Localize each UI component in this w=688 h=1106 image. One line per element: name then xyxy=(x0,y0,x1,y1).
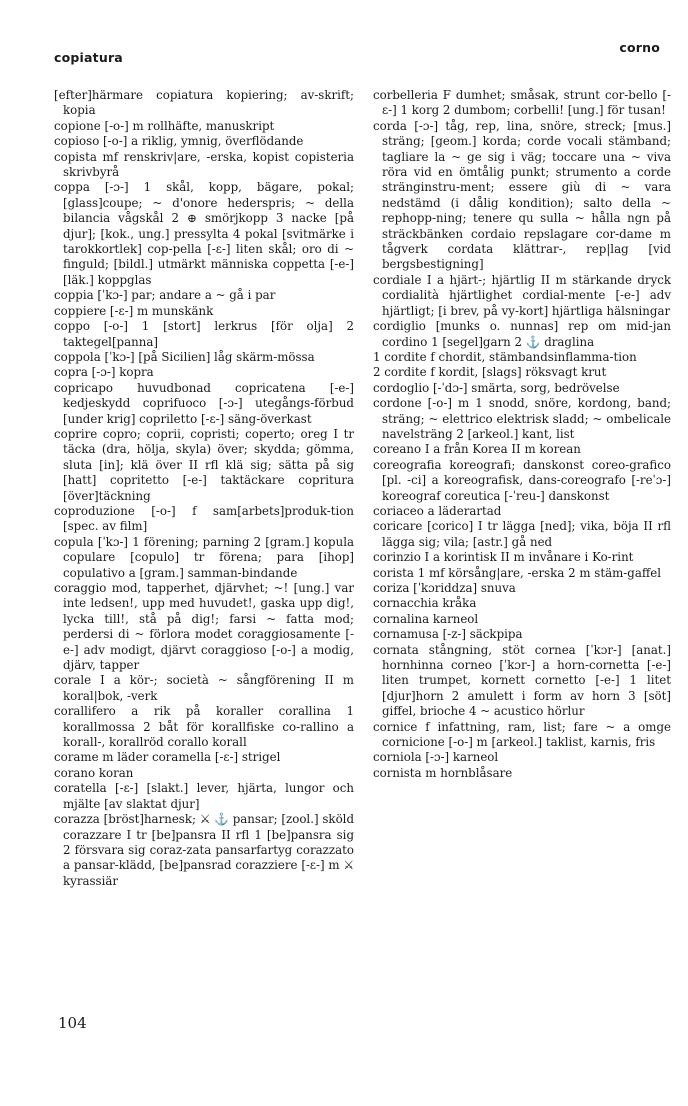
left-guide-word: copiatura xyxy=(54,50,123,65)
dictionary-entry: coppia [ˈkɔ-] par; andare a ~ gå i par xyxy=(54,288,276,303)
dictionary-entry: coraggio mod, tapperhet, djärvhet; ~! [ung.] var inte ledsen!, upp med huvudet!, gaska upp dig!, lycka till!, stå på dig!; farsi ~ fatta mod; perdersi di ~ förlora modet coraggiosamente [-e-] adv modigt, djärvt coraggioso [-o-] a modig, djärv, tapper xyxy=(54,581,354,673)
dictionary-entry: corale I a kör-; società ~ sångförening II m koral|bok, -verk xyxy=(54,673,354,703)
dictionary-entry: coricare [corico] I tr lägga [ned]; vika, böja II rfl lägga sig; vila; [astr.] gå ned xyxy=(373,519,671,549)
right-guide-word: corno xyxy=(619,40,660,55)
dictionary-entry: cordiale I a hjärt-; hjärtlig II m stärkande dryck cordialità hjärtlighet cordial-mente [-e-] adv hjärtligt; [i brev, på vy-kort] hjärtliga hälsningar xyxy=(373,272,671,318)
dictionary-entry: copula [ˈkɔ-] 1 förening; parning 2 [gram.] kopula copulare [copulo] tr förena; para [ihop] copulativo a [gram.] samman-bindande xyxy=(54,534,354,580)
dictionary-entry: cordiglio [munks o. nunnas] rep om mid-jan cordino 1 [segel]garn 2 ⚓ draglina xyxy=(373,319,671,349)
dictionary-entry: copione [-o-] m rollhäfte, manuskript xyxy=(54,118,275,133)
left-column xyxy=(54,88,354,889)
dictionary-entry: coproduzione [-o-] f sam[arbets]produk-tion [spec. av film] xyxy=(54,503,354,534)
dictionary-entry: corista 1 mf körsång|are, -erska 2 m stäm-gaffel xyxy=(373,565,662,580)
dictionary-entry: copra [-ɔ-] kopra xyxy=(54,365,154,380)
dictionary-entry: cornista m hornblåsare xyxy=(373,765,513,780)
dictionary-entry: cornacchia kråka xyxy=(373,596,477,611)
dictionary-entry: coppa [-ɔ-] 1 skål, kopp, bägare, pokal; [glass]coupe; ~ d'onore hederspris; ~ della bilancia vågskål 2 ⊕ smörjkopp 3 nacke [på djur]; [kok., ung.] pressylta 4 pokal [svitmärke i tarokkortlek] cop-pella [-ɛ-] liten skål; oro di ~ finguld; [bildl.] utmärkt människa coppetta [-e-] [läk.] koppglas xyxy=(54,180,354,287)
dictionary-entry: cordone [-o-] m 1 snodd, snöre, kordong, band; sträng; ~ elettrico elektrisk sladd; ~ ombelicale navelsträng 2 [arkeol.] kant, list xyxy=(373,396,671,441)
dictionary-entry: copista mf renskriv|are, -erska, kopist copisteria skrivbyrå xyxy=(54,149,354,180)
dictionary-entry: corinzio I a korintisk II m invånare i Ko-rint xyxy=(373,550,634,565)
dictionary-entry: [efter]härmare copiatura kopiering; av-skrift; kopia xyxy=(54,88,354,118)
dictionary-entry: cornamusa [-z-] säckpipa xyxy=(373,627,523,642)
dictionary-entry: coriaceo a läderartad xyxy=(373,503,502,518)
page-number: 104 xyxy=(58,1014,87,1032)
dictionary-entry: copioso [-o-] a riklig, ymnig, överflödande xyxy=(54,134,304,149)
dictionary-entry: corniola [-ɔ-] karneol xyxy=(373,750,499,765)
dictionary-entry: coreografia koreografi; danskonst coreo-grafico [pl. -ci] a koreografisk, dans-coreografo [-reˈɔ-] koreograf coreutica [-ˈreu-] danskonst xyxy=(373,457,671,503)
dictionary-entry: coppola [ˈkɔ-] [på Sicilien] låg skärm-mössa xyxy=(54,349,315,364)
dictionary-entry: coprire coprо; coprii, copristi; coperto; oreg I tr täcka (dra, hölja, skyla) över; skydda; gömma, sluta [in]; klä över II rfl klä sig; sätta på sig [hatt] copritetto [-e-] taktäckare copritura [över]täckning xyxy=(54,426,354,503)
dictionary-entry: corda [-ɔ-] tåg, rep, lina, snöre, streck; [mus.] sträng; [geom.] korda; corde vocali stämband; tagliare la ~ ge sig i väg; toccare una ~ viva röra vid en ömtålig punkt; strumento a corde stränginstru-ment; essere giù di ~ vara nedstämd (i dålig kondition); salto della ~ rephopp-ning; tenere qu sulla ~ hålla ngn på sträckbänken cordaio repslagare cor-dame m tågverk cordata klättrar-, rep|lag [vid bergsbestigning] xyxy=(373,118,671,272)
dictionary-entry: corame m läder coramella [-ɛ-] strigel xyxy=(54,750,281,765)
dictionary-entry: coreano I a från Korea II m korean xyxy=(373,442,581,457)
dictionary-entry: coratella [-ɛ-] [slakt.] lever, hjärta, lungor och mjälte [av slaktat djur] xyxy=(54,781,354,811)
dictionary-entry: 2 cordite f kordit, [slags] röksvagt krut xyxy=(373,365,607,380)
dictionary-entry: copricapo huvudbonad copricatena [-e-] kedjeskydd coprifuoco [-ɔ-] utegångs-förbud [under krig] copriletto [-ɛ-] säng-överkast xyxy=(54,380,354,426)
dictionary-entry: 1 cordite f chordit, stämbandsinflamma-tion xyxy=(373,349,637,364)
dictionary-entry: coppiere [-ɛ-] m munskänk xyxy=(54,303,214,318)
dictionary-entry: corazza [bröst]harnesk; ⚔ ⚓ pansar; [zool.] sköld corazzare I tr [be]pansra II rfl 1 [be]pansra sig 2 försvara sig coraz-zata pansarfartyg corazzato a pansar-klädd, [be]pansrad corazziere [-ɛ-] m ⚔ kyrassiär xyxy=(54,812,354,888)
dictionary-entry: corano koran xyxy=(54,765,134,780)
dictionary-entry: cordoglio [-ˈdɔ-] smärta, sorg, bedrövelse xyxy=(373,380,620,395)
right-column xyxy=(373,88,671,781)
dictionary-entry: corallifero a rik på koraller corallina 1 korallmossa 2 båt för korallfiske co-rallino a korall-, korallröd corallo korall xyxy=(54,704,354,750)
dictionary-entry: cornalina karneol xyxy=(373,611,479,626)
dictionary-entry: coppo [-o-] 1 [stort] lerkrus [för olja] 2 taktegel[panna] xyxy=(54,319,354,349)
dictionary-entry: corbelleria F dumhet; småsak, strunt cor-bello [-ɛ-] 1 korg 2 dumbom; corbelli! [ung.] för tusan! xyxy=(373,88,671,118)
dictionary-entry: coriza [ˈkɔriddza] snuva xyxy=(373,581,516,595)
dictionary-entry: cornata stångning, stöt cornea [ˈkɔr-] [anat.] hornhinna corneo [ˈkɔr-] a horn-cornetta [-e-] liten trumpet, kornett cornetto [-e-] 1 litet [djur]horn 2 amulett i form av horn 3 [söt] giffel, brioche 4 ~ acustico hörlur xyxy=(373,642,671,719)
dictionary-entry: cornice f infattning, ram, list; fare ~ a omge cornicione [-o-] m [arkeol.] taklist, karnis, fris xyxy=(373,719,671,750)
